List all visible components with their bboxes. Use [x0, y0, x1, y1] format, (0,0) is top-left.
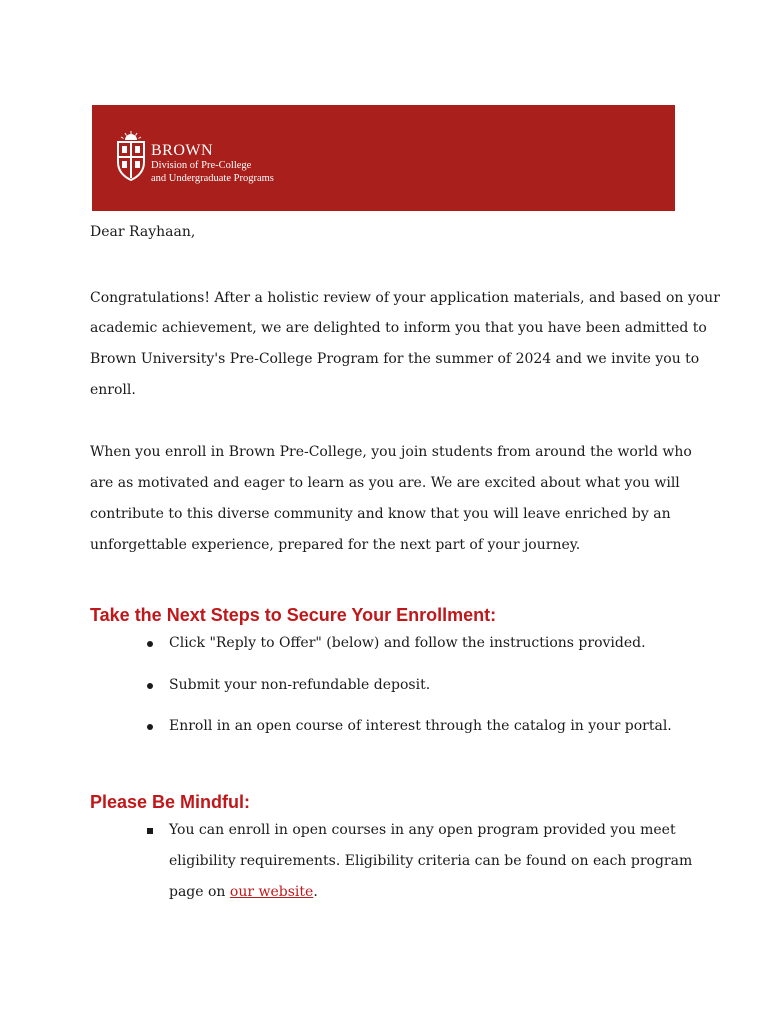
- next-steps-heading: Take the Next Steps to Secure Your Enrollment:: [90, 605, 497, 625]
- paragraph2-line2: are as motivated and eager to learn as you are. We are excited about what you will: [90, 475, 680, 491]
- brown-shield-icon: [116, 130, 146, 182]
- mindful-item-line3-suffix: .: [313, 884, 318, 900]
- paragraph1-line4: enroll.: [90, 382, 136, 398]
- mindful-item-line2: eligibility requirements. Eligibility criteria can be found on each program: [169, 853, 693, 869]
- greeting: Dear Rayhaan,: [90, 224, 196, 240]
- next-step-item-1: Click "Reply to Offer" (below) and follow the instructions provided.: [169, 635, 646, 651]
- our-website-link[interactable]: our website: [229, 884, 314, 900]
- mindful-item-line1: You can enroll in open courses in any open program provided you meet: [169, 822, 676, 838]
- next-step-item-2: Submit your non-refundable deposit.: [169, 677, 431, 693]
- paragraph1-line2: academic achievement, we are delighted to inform you that you have been admitted to: [90, 320, 707, 336]
- paragraph2-line3: contribute to this diverse community and know that you will leave enriched by an: [90, 506, 671, 522]
- bullet-icon: [147, 683, 153, 689]
- square-bullet-icon: [147, 828, 153, 834]
- bullet-icon: [147, 724, 153, 730]
- mindful-item-line3-prefix: page on: [169, 884, 230, 900]
- mindful-heading: Please Be Mindful:: [90, 792, 251, 812]
- division-name-line2: and Undergraduate Programs: [151, 173, 274, 184]
- next-step-item-3: Enroll in an open course of interest through the catalog in your portal.: [169, 718, 672, 734]
- bullet-icon: [147, 641, 153, 647]
- paragraph2-line4: unforgettable experience, prepared for the next part of your journey.: [90, 537, 581, 553]
- paragraph2-line1: When you enroll in Brown Pre-College, you join students from around the world who: [90, 444, 692, 460]
- paragraph1-line3: Brown University's Pre-College Program for the summer of 2024 and we invite you to: [90, 351, 700, 367]
- brand-name: BROWN: [151, 142, 214, 159]
- division-name-line1: Division of Pre-College: [151, 160, 252, 171]
- mindful-item-line3: [169, 885, 318, 899]
- paragraph1-line1: Congratulations! After a holistic review of your application materials, and based on your: [90, 290, 720, 306]
